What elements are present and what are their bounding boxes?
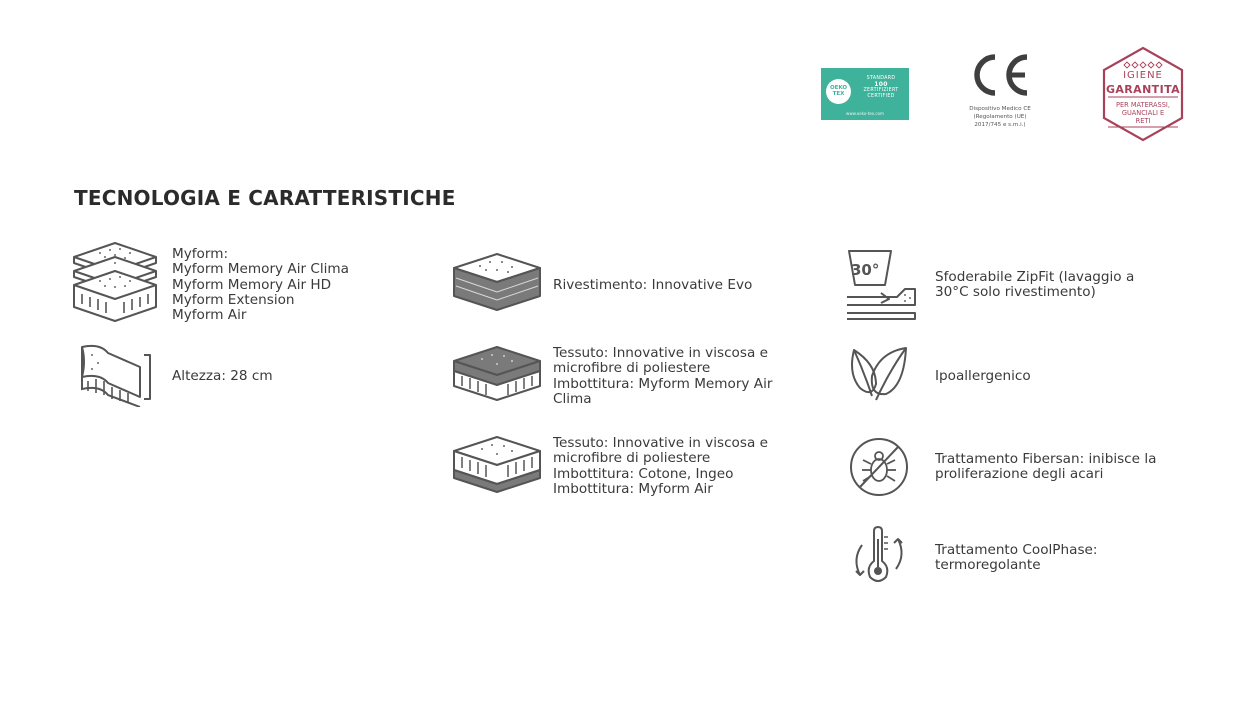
ce-badge: Dispositivo Medico CE (Regolamento (UE) 2017/745 e s.m.i.): [960, 52, 1040, 142]
mattress-dark-top-icon: [450, 344, 544, 402]
igiene-garantita-badge: IGIENE GARANTITA PER MATERASSI, GUANCIALI E RETI: [1100, 46, 1186, 142]
sfoderabile-text: Sfoderabile ZipFit (lavaggio a 30°C solo rivestimento): [935, 269, 1135, 301]
mattress-height-icon: [78, 341, 156, 407]
coolphase-text: Trattamento CoolPhase: termoregolante: [935, 542, 1098, 574]
mattress-cover-icon: [450, 250, 544, 312]
rivestimento-text: Rivestimento: Innovative Evo: [553, 277, 753, 293]
section-heading: TECNOLOGIA E CARATTERISTICHE: [74, 186, 456, 210]
myform-text: Myform: Myform Memory Air Clima Myform Memory Air HD Myform Extension Myform Air: [172, 246, 349, 324]
oeko-tex-logo: OEKO TEX: [826, 79, 851, 104]
oeko-tex-badge: [821, 68, 909, 120]
mattress-dark-base-icon: [450, 434, 544, 494]
layered-foam-icon: [70, 241, 160, 325]
tessuto2-text: Tessuto: Innovative in viscosa e microfibre di poliestere Imbottitura: Cotone, Ingeo Imbottitura: Myform Air: [553, 435, 768, 497]
thermometer-cycle-icon: [850, 525, 908, 587]
oeko-tex-url: www.oeko-tex.com: [846, 111, 884, 116]
no-mites-icon: [848, 436, 910, 498]
altezza-text: Altezza: 28 cm: [172, 368, 273, 384]
wash-temperature-label: 30°: [851, 261, 880, 279]
fibersan-text: Trattamento Fibersan: inibisce la proliferazione degli acari: [935, 451, 1157, 483]
tessuto1-text: Tessuto: Innovative in viscosa e microfibre di poliestere Imbottitura: Myform Memory Air Clima: [553, 345, 773, 407]
wash-30-zip-icon: [843, 243, 919, 323]
ce-mark-icon: [967, 52, 1033, 98]
ipoallergenico-text: Ipoallergenico: [935, 368, 1031, 384]
leaves-icon: [846, 344, 912, 406]
oeko-tex-standard: STANDARD 100 ZERTIFIZIERT CERTIFIED: [863, 76, 899, 99]
